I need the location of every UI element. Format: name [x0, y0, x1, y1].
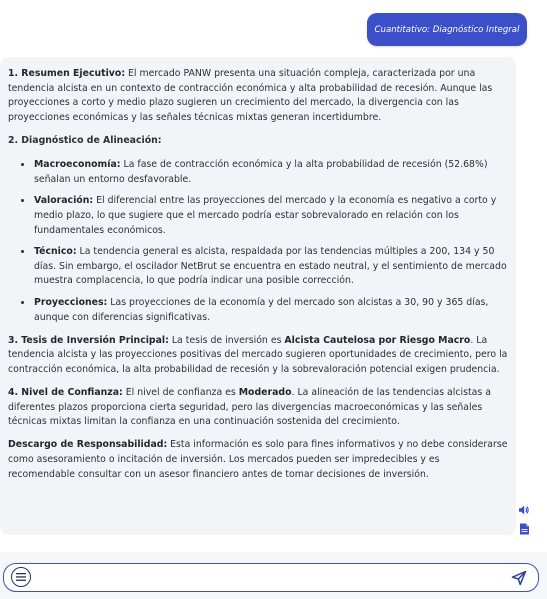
list-item — [34, 244, 508, 289]
thesis-label: 3. Tesis de Inversión Principal: — [8, 334, 169, 346]
chat-input[interactable] — [40, 568, 494, 588]
bullet-label: Valoración: — [34, 195, 94, 207]
alignment-heading: 2. Diagnóstico de Alineación: — [8, 134, 162, 146]
list-item — [34, 295, 508, 325]
thesis-text-before: La tesis de inversión es — [168, 334, 285, 346]
list-item — [34, 193, 508, 238]
document-icon[interactable] — [517, 522, 531, 536]
chat-input-bar — [3, 563, 539, 592]
bullet-text: La tendencia general es alcista, respaldada por las tendencias múltiples a 200, 134 y 50 días. Sin embargo, el oscilador NetBrut se encuentra en estado neutral, y el sentimiento de mercado muestra complacencia, lo que podría indicar una posible corrección. — [34, 246, 507, 287]
confidence-emphasis: Moderado — [238, 387, 292, 399]
disclaimer-label: Descargo de Responsabilidad: — [8, 439, 168, 451]
bullet-label: Proyecciones: — [34, 296, 108, 308]
confidence-paragraph — [8, 386, 508, 430]
summary-text: El mercado PANW presenta una situación compleja, caracterizada por una tendencia alcista en un contexto de contracción económica y alta probabilidad de recesión. Aunque las proyecciones a corto y medio plazo sugieren un crecimiento del mercado, la divergencia con las proyecciones económicas y las señales técnicas mixtas generan incertidumbre. — [8, 68, 493, 123]
menu-icon[interactable] — [11, 567, 31, 587]
user-message-text: Cuantitativo: Diagnóstico Integral — [374, 24, 520, 35]
thesis-paragraph — [8, 334, 508, 378]
bullet-text: La fase de contracción económica y la alta probabilidad de recesión (52.68%) señalan un entorno desfavorable. — [34, 159, 488, 185]
alignment-list — [8, 157, 508, 325]
disclaimer-paragraph — [8, 438, 508, 482]
bullet-label: Macroeconomía: — [34, 159, 121, 171]
confidence-text-before: El nivel de confianza es — [122, 387, 239, 399]
thesis-emphasis: Alcista Cautelosa por Riesgo Macro — [284, 334, 471, 346]
message-actions — [517, 503, 531, 537]
confidence-text-after: . La alineación de las tendencias alcistas a diferentes plazos proporciona cierta seguridad, pero las divergencias macroeconómicas y las señales técnicas mixtas limitan la confianza en una continuación sostenida del crecimiento. — [8, 387, 491, 428]
bullet-text: Las proyecciones de la economía y del mercado son alcistas a 30, 90 y 365 días, aunque con diferencias significativas. — [34, 296, 489, 323]
bullet-label: Técnico: — [34, 246, 77, 258]
disclaimer-text: Esta información es solo para fines informativos y no debe considerarse como asesoramiento o incitación de inversión. Los mercados pueden ser impredecibles y es recomendable consultar con un asesor financiero antes de tomar decisiones de inversión. — [8, 439, 508, 480]
user-message-bubble — [367, 13, 527, 46]
bullet-text: El diferencial entre las proyecciones del mercado y la economía es negativo a corto y medio plazo, lo que sugiere que el mercado podría estar sobrevalorado en relación con los fundamentales económicos. — [34, 195, 497, 236]
summary-paragraph — [8, 67, 508, 125]
send-icon[interactable] — [509, 568, 529, 588]
confidence-label: 4. Nivel de Confianza: — [8, 387, 123, 399]
speaker-icon[interactable] — [517, 503, 531, 517]
thesis-text-after: . La tendencia alcista y las proyecciones positivas del mercado sugieren oportunidades de crecimiento, pero la contracción económica, la alta probabilidad de recesión y la sobrevaloración potencial exigen prudencia. — [8, 334, 508, 375]
list-item — [34, 157, 508, 187]
summary-label: 1. Resumen Ejecutivo: — [8, 68, 126, 79]
assistant-response — [0, 57, 516, 535]
